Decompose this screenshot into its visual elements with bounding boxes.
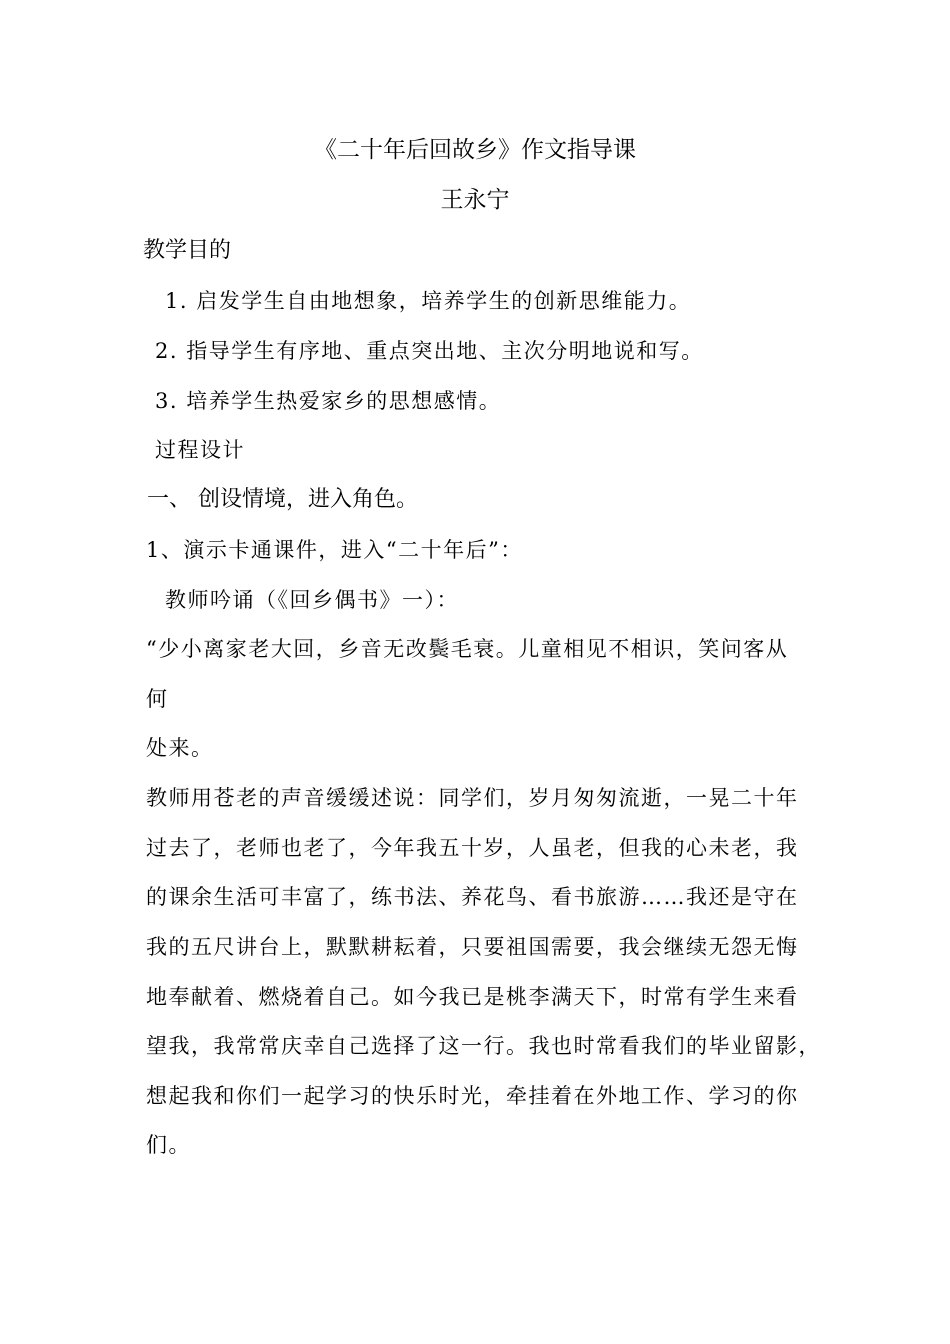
section-one-heading: 一、 创设情境，进入角色。 [147, 487, 418, 512]
narration-line-7: 想起我和你们一起学习的快乐时光，牵挂着在外地工作、学习的你 [146, 1084, 799, 1108]
narration-line-1: 教师用苍老的声音缓缓述说：同学们，岁月匆匆流逝，一晃二十年 [146, 786, 799, 810]
poem-line-1: “少小离家老大回，乡音无改鬓毛衰。儿童相见不相识，笑问客从 [146, 637, 789, 661]
narration-line-2: 过去了，老师也老了，今年我五十岁，人虽老，但我的心未老，我 [146, 836, 799, 860]
document-title: 《二十年后回故乡》作文指导课 [314, 137, 636, 163]
objective-item-3: 3. 培养学生热爱家乡的思想感情。 [155, 389, 502, 413]
process-heading: 过程设计 [155, 438, 245, 462]
poem-line-2: 何 [146, 687, 169, 711]
narration-line-8: 们。 [146, 1133, 191, 1157]
objectives-heading: 教学目的 [143, 238, 232, 263]
narration-line-4: 我的五尺讲台上，默默耕耘着，只要祖国需要，我会继续无怨无悔 [146, 935, 799, 959]
poem-line-3: 处来。 [146, 736, 214, 760]
document-author: 王永宁 [440, 187, 510, 213]
objective-item-2: 2. 指导学生有序地、重点突出地、主次分明地说和写。 [155, 339, 704, 363]
objective-item-1: 1. 启发学生自由地想象，培养学生的创新思维能力。 [165, 289, 692, 313]
recitation-intro: 教师吟诵（《回乡偶书》一）： [165, 588, 459, 612]
narration-line-6: 望我，我常常庆幸自己选择了这一行。我也时常看我们的毕业留影， [146, 1034, 821, 1058]
narration-line-5: 地奉献着、燃烧着自己。如今我已是桃李满天下，时常有学生来看 [146, 985, 799, 1009]
step-one: 1、演示卡通课件，进入“二十年后”： [146, 538, 523, 562]
narration-line-3: 的课余生活可丰富了，练书法、养花鸟、看书旅游……我还是守在 [146, 885, 799, 909]
